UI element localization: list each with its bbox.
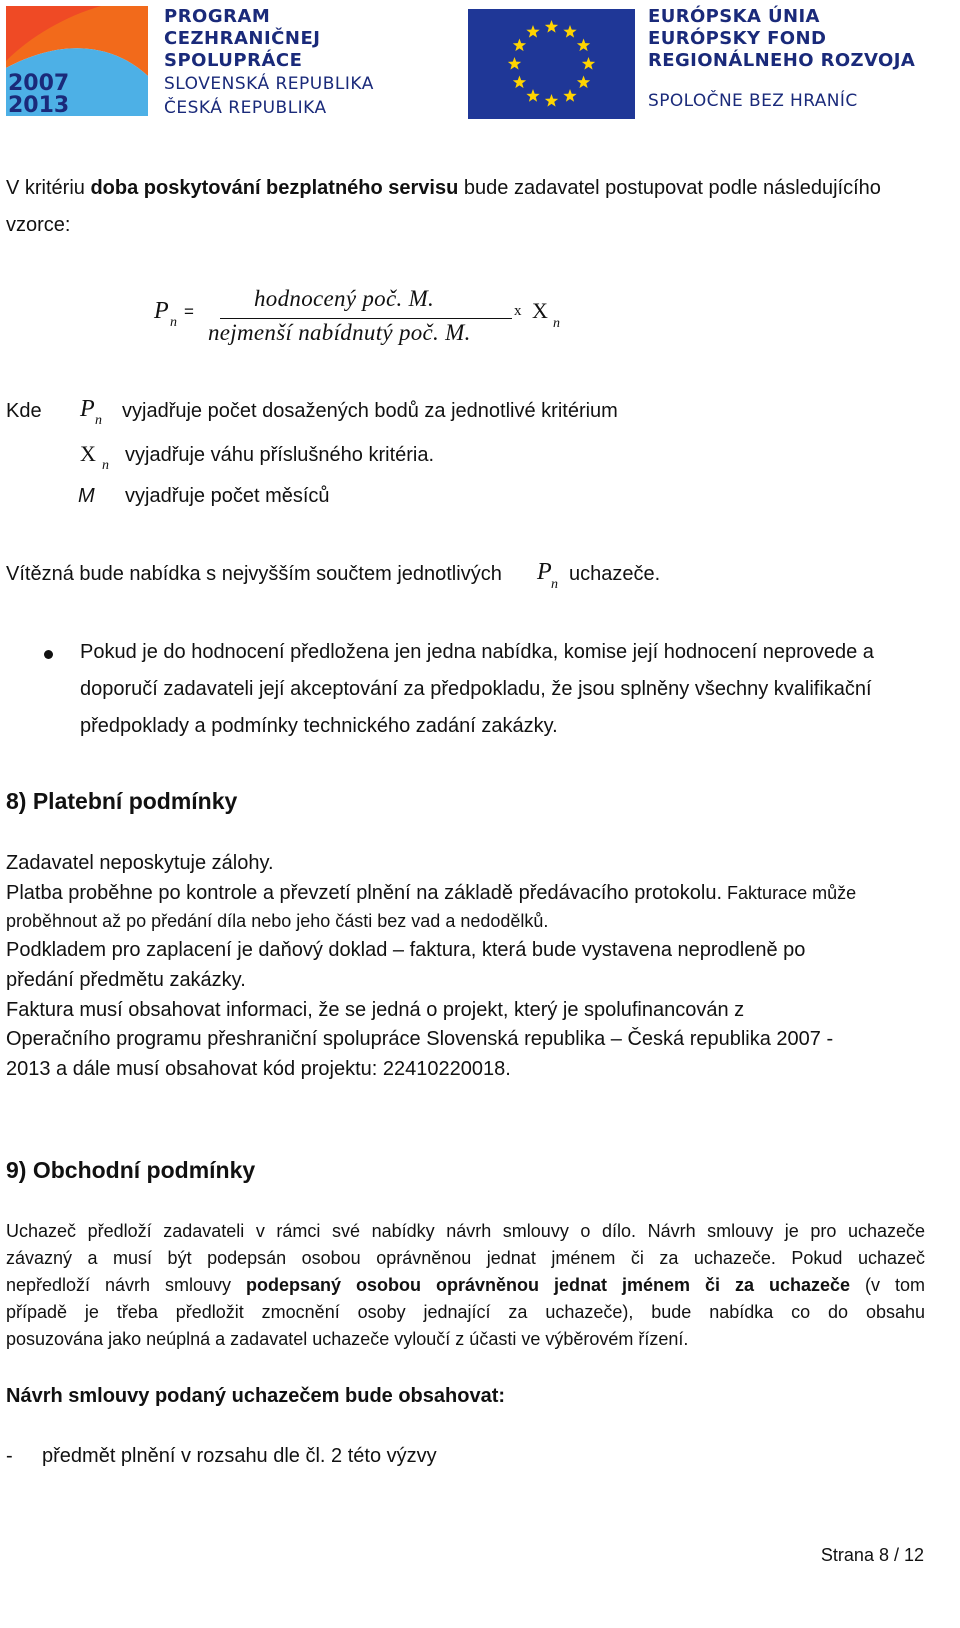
s9-line-1: Uchazeč předloží zadavateli v rámci své nabídky návrh smlouvy o dílo. Návrh smlouvy je pro uchazeče bbox=[6, 1221, 925, 1241]
kde-sym-x: X bbox=[80, 441, 96, 466]
intro-criterion: doba poskytování bezplatného servisu bbox=[90, 177, 459, 199]
list-dash: - bbox=[6, 1445, 13, 1467]
program-logo bbox=[6, 6, 148, 116]
formula-equals: = bbox=[184, 302, 194, 321]
contract-contents-heading: Návrh smlouvy podaný uchazečem bude obsahovat: bbox=[6, 1385, 506, 1407]
formula-x-sub: n bbox=[553, 316, 560, 331]
kde-label: Kde bbox=[6, 400, 42, 422]
formula-x: X bbox=[532, 298, 548, 323]
formula-denominator: nejmenší nabídnutý poč. M. bbox=[208, 320, 471, 345]
s8-line-1: Zadavatel neposkytuje zálohy. bbox=[6, 852, 274, 874]
fraction-line bbox=[220, 318, 512, 319]
s9-line-2: závazný a musí být podepsán osobou oprávněnou jednat jménem či za uchazeče. Pokud uchazeč bbox=[6, 1248, 925, 1268]
page-number: Strana 8 / 12 bbox=[820, 1545, 924, 1565]
program-line-3: SPOLUPRÁCE bbox=[164, 50, 303, 71]
eu-flag-icon bbox=[468, 9, 635, 119]
section-9-heading: 9) Obchodní podmínky bbox=[6, 1157, 256, 1183]
s8-line-5: předání předmětu zakázky. bbox=[6, 969, 246, 991]
intro-line-2: vzorce: bbox=[6, 214, 71, 236]
s8-line-8: 2013 a dále musí obsahovat kód projektu: 22410220018. bbox=[6, 1058, 511, 1080]
eu-line-2: EURÓPSKY FOND bbox=[648, 28, 827, 49]
winner-sym-sub: n bbox=[551, 577, 558, 592]
section-8-heading: 8) Platební podmínky bbox=[6, 788, 238, 814]
kde-text-x: vyjadřuje váhu příslušného kritéria. bbox=[125, 444, 435, 466]
winner-sym: P bbox=[537, 559, 552, 585]
eu-line-1: EURÓPSKA ÚNIA bbox=[648, 6, 820, 27]
winner-pre: Vítězná bude nabídka s nejvyšším součtem jednotlivých bbox=[6, 563, 502, 585]
logo-year-start: 2007 bbox=[8, 71, 70, 96]
s8-line-4: Podkladem pro zaplacení je daňový doklad – faktura, která bude vystavena neprodleně po bbox=[6, 939, 806, 961]
s8-line-3: proběhnout až po předání díla nebo jeho části bez vad a nedodělků. bbox=[6, 911, 549, 931]
kde-sym-p: P bbox=[80, 396, 95, 422]
s8-line-6: Faktura musí obsahovat informaci, že se jedná o projekt, který je spolufinancován z bbox=[6, 999, 745, 1021]
kde-sym-p-sub: n bbox=[95, 413, 102, 428]
page-header bbox=[0, 0, 960, 130]
program-title bbox=[164, 6, 374, 120]
formula-lhs: P bbox=[154, 298, 169, 324]
country-sk: SLOVENSKÁ REPUBLIKA bbox=[164, 74, 374, 94]
kde-text-m: vyjadřuje počet měsíců bbox=[125, 485, 330, 507]
intro-post: bude zadavatel postupovat podle následujícího bbox=[458, 177, 881, 199]
bullet-line-2: doporučí zadavateli její akceptování za předpokladu, že jsou splněny všechny kvalifikační bbox=[80, 678, 872, 700]
kde-sym-m: M bbox=[78, 485, 95, 507]
s9-line-3-bold: podepsaný osobou oprávněnou jednat jménem či za uchazeče bbox=[246, 1275, 851, 1295]
bullet-icon bbox=[44, 650, 53, 659]
kde-text-p: vyjadřuje počet dosažených bodů za jednotlivé kritérium bbox=[122, 400, 618, 422]
winner-post: uchazeče. bbox=[569, 563, 661, 585]
s9-line-3c: (v tom bbox=[850, 1275, 925, 1295]
s9-line-3 bbox=[6, 1275, 925, 1296]
country-cz: ČESKÁ REPUBLIKA bbox=[164, 98, 327, 118]
s8-line-7: Operačního programu přeshraniční spolupráce Slovenská republika – Česká republika 2007 - bbox=[6, 1028, 834, 1050]
eu-title bbox=[648, 6, 915, 112]
program-line-1: PROGRAM bbox=[164, 6, 271, 27]
eu-motto: SPOLOČNE BEZ HRANÍC bbox=[648, 91, 858, 111]
s8-line-2 bbox=[6, 882, 856, 905]
formula-lhs-sub: n bbox=[170, 315, 177, 330]
intro-pre: V kritériu bbox=[6, 177, 91, 199]
program-line-2: CEZHRANIČNEJ bbox=[164, 28, 321, 49]
logo-year-end: 2013 bbox=[8, 93, 70, 116]
formula-numerator: hodnocený poč. M. bbox=[254, 286, 435, 311]
s8-line-2a: Platba proběhne po kontrole a převzetí plnění na základě předávacího protokolu. bbox=[6, 882, 723, 904]
s9-line-3a: nepředloží návrh smlouvy bbox=[6, 1275, 247, 1295]
s9-line-5: posuzována jako neúplná a zadavatel uchazeče vyloučí z účasti ve výběrovém řízení. bbox=[6, 1329, 689, 1349]
kde-sym-x-sub: n bbox=[102, 458, 109, 473]
list-item: předmět plnění v rozsahu dle čl. 2 této výzvy bbox=[42, 1445, 437, 1467]
bullet-line-3: předpoklady a podmínky technického zadání zakázky. bbox=[80, 715, 558, 737]
formula-times: x bbox=[514, 303, 522, 319]
s9-line-4: případě je třeba předložit zmocnění osoby jednající za uchazeče), bude nabídka co do obsahu bbox=[6, 1302, 925, 1322]
eu-line-3: REGIONÁLNEHO ROZVOJA bbox=[648, 50, 916, 71]
intro-line-1 bbox=[6, 175, 954, 201]
s8-line-2b: Fakturace může bbox=[722, 883, 857, 903]
bullet-line-1: Pokud je do hodnocení předložena jen jedna nabídka, komise její hodnocení neprovede a bbox=[80, 641, 874, 663]
